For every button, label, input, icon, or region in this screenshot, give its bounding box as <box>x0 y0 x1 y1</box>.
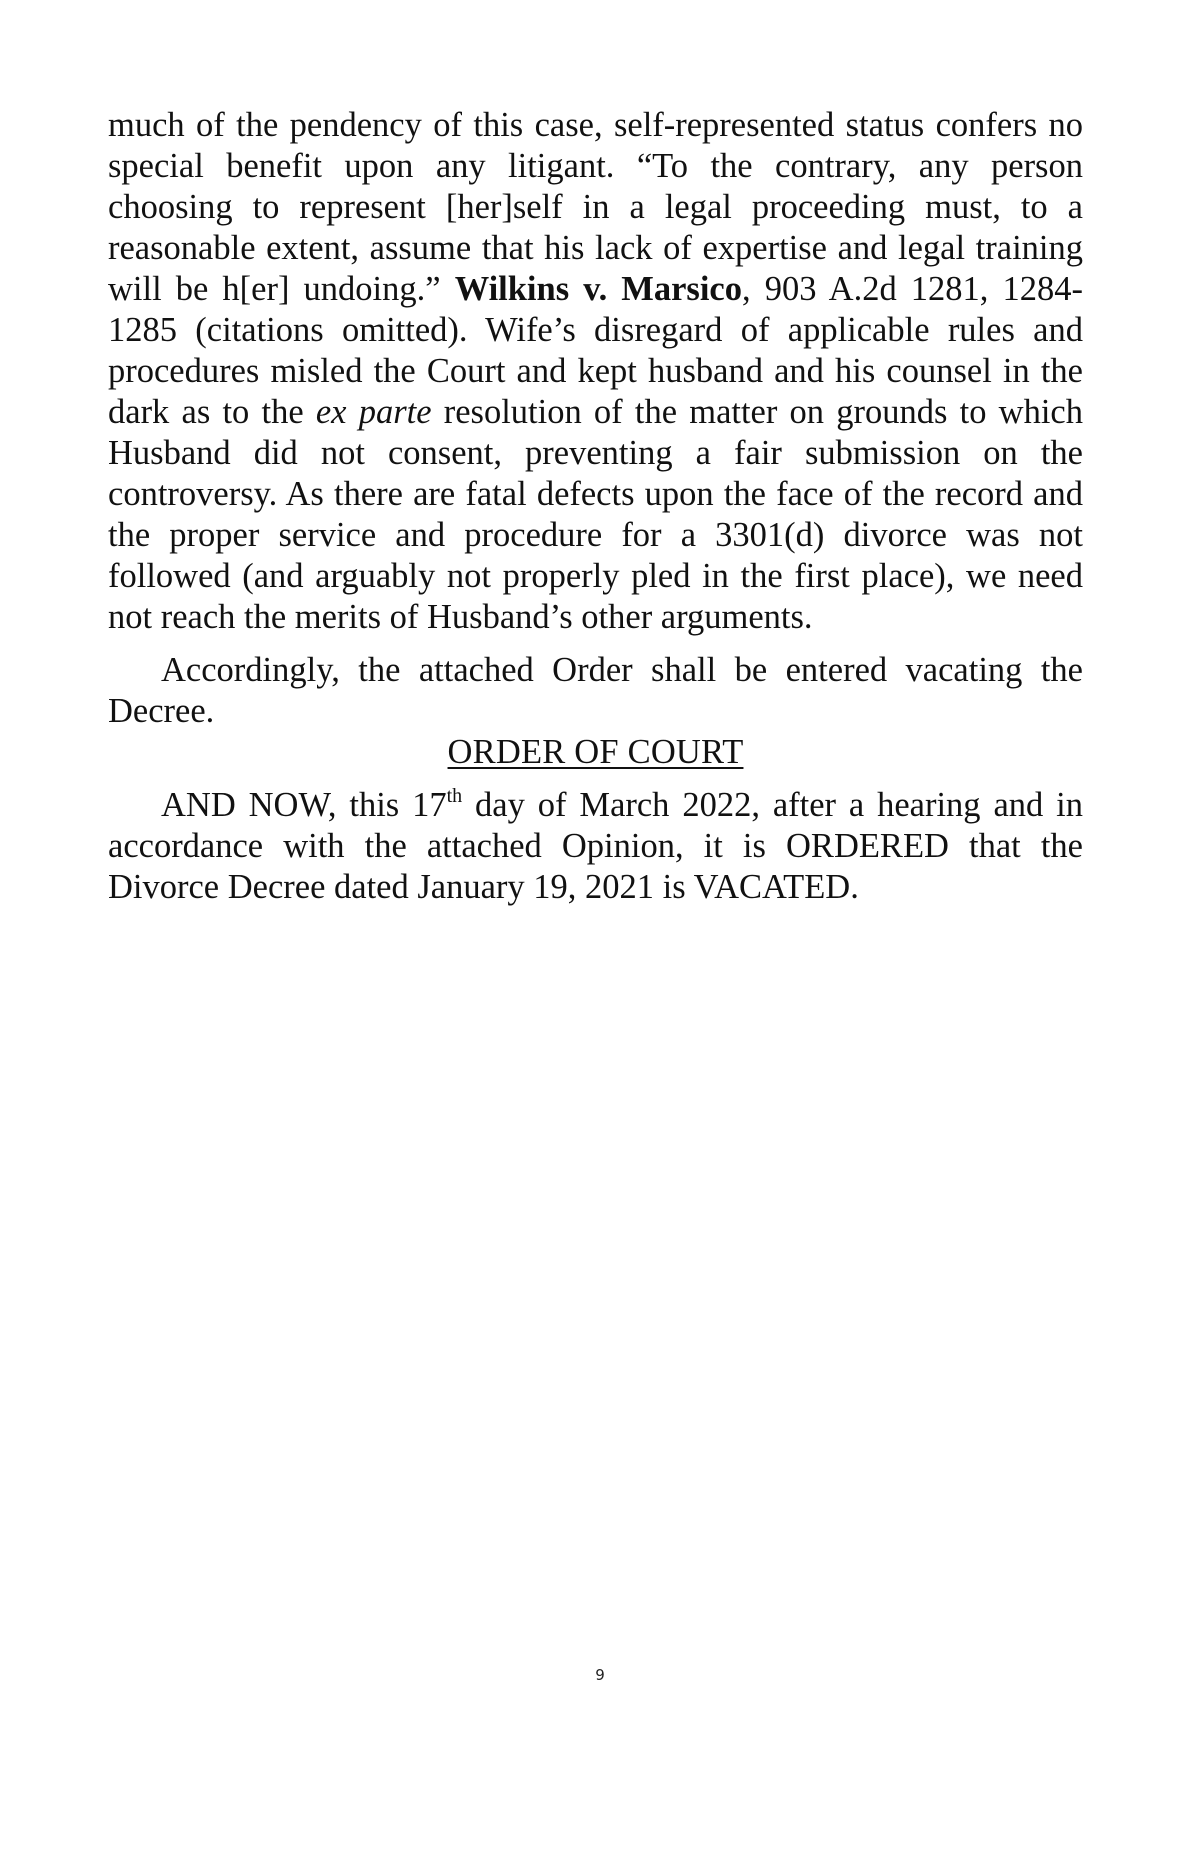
document-page <box>108 105 1083 908</box>
page-number: 9 <box>595 1666 605 1684</box>
body-paragraph <box>108 105 1083 638</box>
paragraph-text: much of the pendency of this case, self-represented status confers no special benefit upon any litigant. “To the contrary, any person choosing to represent [her]self in a legal proceeding must, to a reasonable extent, assume that his lack of expertise and legal training will be h[er] undoing.” <box>108 106 1083 308</box>
order-heading: ORDER OF COURT <box>447 733 744 771</box>
paragraph-text: , 903 A.2d 1281, 1284-1285 (citations omitted). Wife’s disregard of applicable rules and procedures misled the Court and kept husband and his counsel in the dark as to the <box>108 270 1084 431</box>
conclusion-paragraph: Accordingly, the attached Order shall be entered vacating the Decree. <box>108 651 1083 730</box>
paragraph-text: resolution of the matter on grounds to which Husband did not consent, preventing a fair submission on the controversy. As there are fatal defects upon the face of the record and the proper service and procedure for a 3301(d) divorce was not followed (and arguably not properly pled in the first place), we need not reach the merits of Husband’s other arguments. <box>108 393 1083 636</box>
order-text: day of March 2022, after a hearing and in accordance with the attached Opinion, it is ORDERED that the Divorce Decree dated January 19, 2021 is VACATED. <box>108 786 1083 906</box>
italic-legal-term: ex parte <box>315 393 432 431</box>
ordinal-superscript: th <box>446 785 463 807</box>
case-citation-name: Wilkins v. Marsico <box>454 270 742 308</box>
order-paragraph <box>108 785 1083 908</box>
order-text: AND NOW, this 17 <box>161 786 447 824</box>
